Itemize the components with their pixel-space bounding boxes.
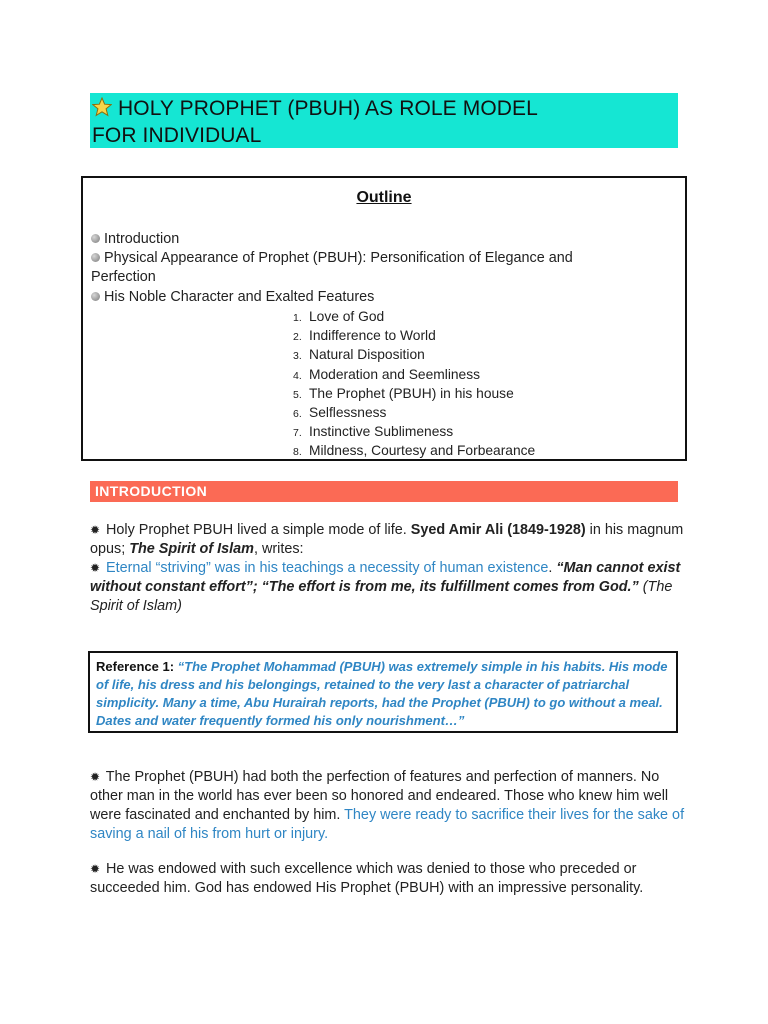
- outline-sub-label: Mildness, Courtesy and Forbearance: [309, 443, 536, 459]
- outline-sub-list: [293, 308, 535, 462]
- outline-sub-label: Indifference to World: [309, 328, 436, 344]
- reference-box: [88, 651, 678, 733]
- page-title-line2: FOR INDIVIDUAL: [92, 124, 262, 147]
- book-title: The Spirit of Islam: [129, 541, 254, 557]
- outline-sub-item: [293, 327, 535, 346]
- list-number: 5.: [293, 388, 302, 401]
- highlighted-text: Eternal “striving” was in his teachings a necessity of human existence: [106, 560, 549, 576]
- list-number: 6.: [293, 408, 302, 421]
- outline-bullet-item: [91, 288, 671, 307]
- quote-source: (The Spirit of Islam): [90, 579, 673, 614]
- gear-bullet-icon: ✹: [90, 770, 101, 784]
- list-number: 2.: [293, 331, 302, 344]
- list-number: 8.: [293, 446, 302, 459]
- bullet-dot-icon: [91, 292, 100, 301]
- outline-sub-item: [293, 308, 535, 327]
- highlighted-text: They were ready to sacrifice their lives for the sake of saving a nail of his from hurt or injury.: [90, 807, 685, 842]
- outline-sub-label: The Prophet (PBUH) in his house: [309, 385, 514, 401]
- reference-quote: “The Prophet Mohammad (PBUH) was extremely simple in his habits. His mode of life, his dress and his belongings, retained to the very last a character of patriarchal simplicity. Many a time, Abu Hurairah reports, had the Prophet (PBUH) to go without a meal. Dates and water frequently formed his only nourishment…”: [96, 659, 668, 728]
- quote-text: “Man cannot exist without constant effort”; “The effort is from me, its fulfillment comes from God.”: [90, 560, 681, 595]
- bullet-dot-icon: [91, 234, 100, 243]
- outline-bullet-label: His Noble Character and Exalted Features: [104, 288, 375, 305]
- reference-label: Reference 1:: [96, 659, 178, 674]
- page-title-line1: HOLY PROPHET (PBUH) AS ROLE MODEL: [118, 97, 538, 120]
- outline-sub-label: Love of God: [309, 309, 385, 324]
- outline-bullet-label: Perfection: [91, 269, 156, 286]
- page-title-banner: [90, 93, 678, 148]
- outline-sub-label: Selflessness: [309, 405, 387, 421]
- intro-text: , writes:: [253, 541, 304, 557]
- outline-bullet-label: Physical Appearance of Prophet (PBUH): Personification of Elegance and: [104, 250, 573, 267]
- outline-sub-item: [293, 404, 535, 423]
- intro-text: .: [548, 560, 557, 576]
- star-icon: [92, 97, 112, 117]
- intro-text: Holy Prophet PBUH lived a simple mode of life.: [106, 522, 411, 538]
- gear-bullet-icon: ✹: [90, 523, 101, 537]
- list-number: 3.: [293, 350, 302, 363]
- outline-heading: Outline: [356, 189, 412, 206]
- outline-sub-label: Instinctive Sublimeness: [309, 424, 454, 440]
- body-text: He was endowed with such excellence which was denied to those who preceded or succeeded him. God has endowed His Prophet (PBUH) with an impressive personality.: [90, 861, 644, 896]
- bullet-dot-icon: [91, 253, 100, 262]
- outline-sub-item: [293, 423, 535, 442]
- body-paragraph: [90, 768, 690, 844]
- intro-paragraph: [90, 521, 690, 616]
- outline-bullet-list: [91, 230, 671, 307]
- gear-bullet-icon: ✹: [90, 561, 101, 575]
- list-number: 4.: [293, 369, 302, 382]
- intro-text: in his magnum opus;: [90, 522, 684, 557]
- list-number: 1.: [293, 312, 302, 324]
- list-number: 7.: [293, 427, 302, 440]
- body-paragraph: [90, 860, 690, 898]
- outline-bullet-continuation: [91, 268, 671, 287]
- body-text: The Prophet (PBUH) had both the perfection of features and perfection of manners. No other man in the world has ever been so honored and endeared. Those who knew him well were fascinated and enchanted by him.: [90, 769, 669, 823]
- outline-bullet-item: [91, 230, 671, 249]
- gear-bullet-icon: ✹: [90, 862, 101, 876]
- outline-bullet-label: Introduction: [104, 231, 180, 247]
- section-heading-introduction: INTRODUCTION: [90, 481, 678, 502]
- author-name: Syed Amir Ali (1849-1928): [410, 522, 586, 538]
- outline-sub-item: [293, 366, 535, 385]
- outline-box: [81, 176, 687, 461]
- outline-sub-item: [293, 346, 535, 365]
- outline-sub-label: Natural Disposition: [309, 347, 425, 363]
- outline-sub-item: [293, 442, 535, 461]
- outline-sub-label: Moderation and Seemliness: [309, 366, 481, 382]
- outline-bullet-item: [91, 249, 671, 268]
- outline-sub-item: [293, 385, 535, 404]
